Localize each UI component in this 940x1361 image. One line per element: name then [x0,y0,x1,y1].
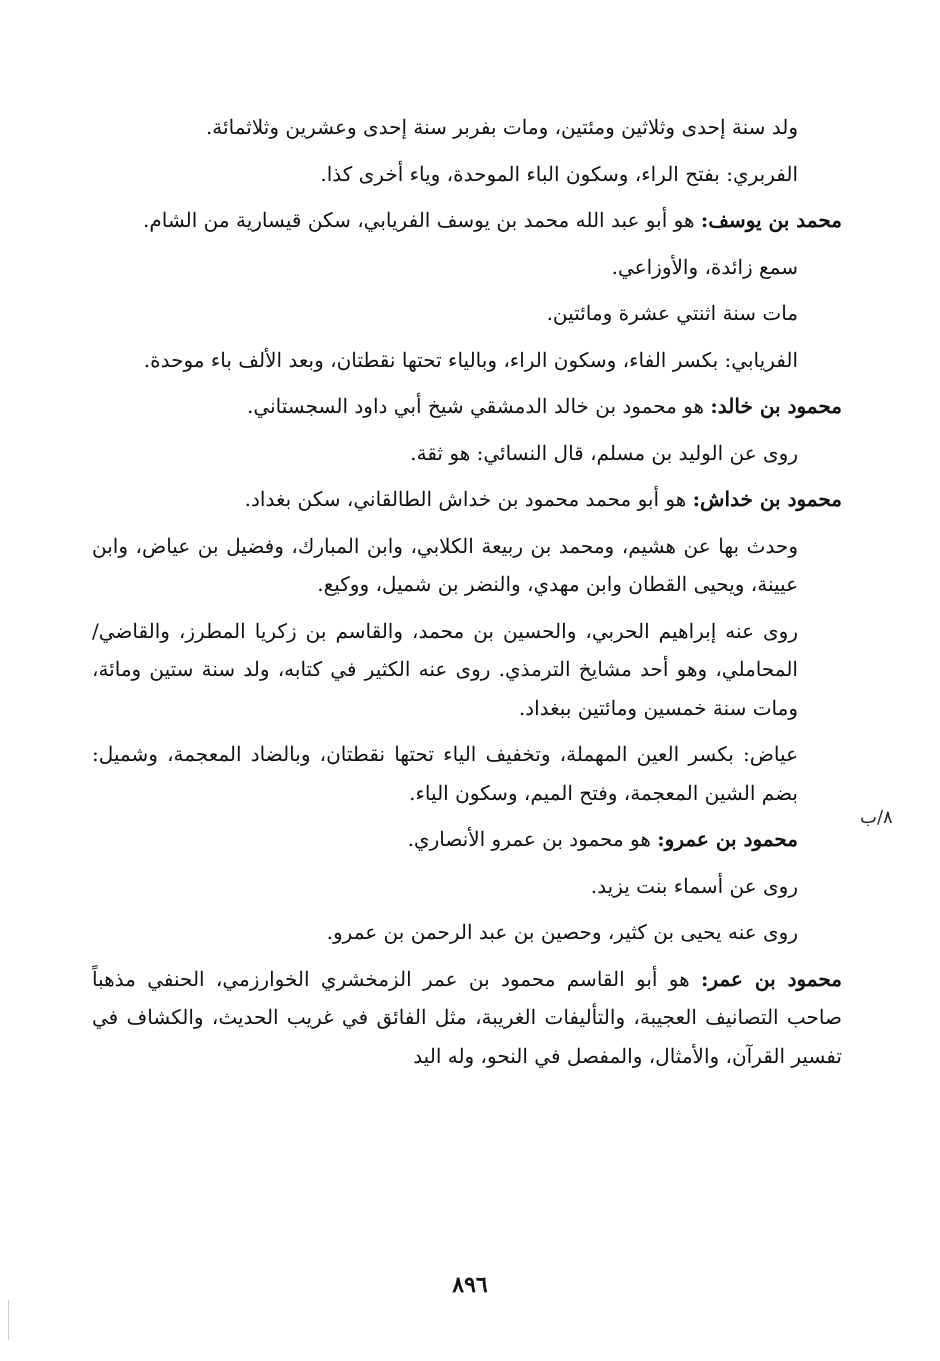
paragraph [92,867,842,906]
paragraph [92,155,842,194]
page-number: ٨٩٦ [452,1272,488,1298]
entry-term: محمود بن خداش: [692,487,842,511]
entry-term: محمود بن خالد: [710,394,842,418]
paragraph [92,108,842,147]
entry-term: محمود بن عمر: [701,966,842,991]
paragraph-text: مات سنة اثنتي عشرة ومائتين. [546,301,798,325]
paragraph [92,735,842,812]
paragraph [92,913,842,952]
paragraph [92,248,842,287]
entry-term: محمود بن عمرو: [657,827,798,851]
paragraph-text: هو محمود بن عمرو الأنصاري. [407,827,658,851]
paragraph [92,612,842,728]
paragraph-text: روى عنه إبراهيم الحربي، والحسين بن محمد، والقاسم بن زكريا المطرز، والقاضي/ المحاملي، وهو أحد مشايخ الترمذي. روى عنه الكثير في كتابه، ولد سنة ستين ومائة، ومات سنة خمسين ومائتين ببغداد. [92,618,798,720]
paragraph [92,527,842,604]
paragraph [92,387,842,426]
paragraph-text: عياض: بكسر العين المهملة، وتخفيف الياء تحتها نقطتان، وبالضاد المعجمة، وشميل: بضم الشين المعجمة، وفتح الميم، وسكون الياء. [92,742,798,805]
entry-term: محمد بن يوسف: [700,208,842,232]
paragraph [92,480,842,519]
paragraph-text: الفريابي: بكسر الفاء، وسكون الراء، وبالياء تحتها نقطتان، وبعد الألف باء موحدة. [143,347,798,372]
paragraph-text: هو أبو القاسم محمود بن عمر الزمخشري الخوارزمي، الحنفي مذهباً صاحب التصانيف العجيبة، والتأليفات الغريبة، مثل الفائق في غريب الحديث، والكشاف في تفسير القرآن، والأمثال، والمفصل في النحو، وله اليد [92,966,842,1068]
paragraph [92,434,842,473]
paragraph [92,341,842,380]
paragraph-text: هو أبو محمد محمود بن خداش الطالقاني، سكن بغداد. [244,487,693,511]
paragraph-text: هو أبو عبد الله محمد بن يوسف الفريابي، سكن قيسارية من الشام. [143,208,701,232]
paragraph-text: وحدث بها عن هشيم، ومحمد بن ربيعة الكلابي، وابن المبارك، وفضيل بن عياض، وابن عيينة، ويحيى القطان وابن مهدي، والنضر بن شميل، ووكيع. [92,533,798,596]
paragraph-text: سمع زائدة، والأوزاعي. [611,254,798,279]
paragraph-text: هو محمود بن خالد الدمشقي شيخ أبي داود السجستاني. [247,394,711,418]
paragraph-text: روى عن أسماء بنت يزيد. [590,873,798,898]
paragraph [92,820,842,859]
scan-edge-mark [8,1300,15,1340]
paragraph-text: ولد سنة إحدى وثلاثين ومئتين، ومات بفربر سنة إحدى وعشرين وثلاثمائة. [205,115,798,139]
paragraph [92,960,842,1076]
paragraph-text: الفربري: بفتح الراء، وسكون الباء الموحدة، وياء أخرى كذا. [320,161,798,186]
paragraph-text: روى عنه يحيى بن كثير، وحصين بن عبد الرحمن بن عمرو. [326,920,798,944]
paragraph-text: روى عن الوليد بن مسلم، قال النسائي: هو ثقة. [410,440,798,465]
body-text [92,108,842,1083]
manuscript-folio-note: ٨/ب [860,807,893,828]
paragraph [92,294,842,333]
paragraph [92,201,842,240]
